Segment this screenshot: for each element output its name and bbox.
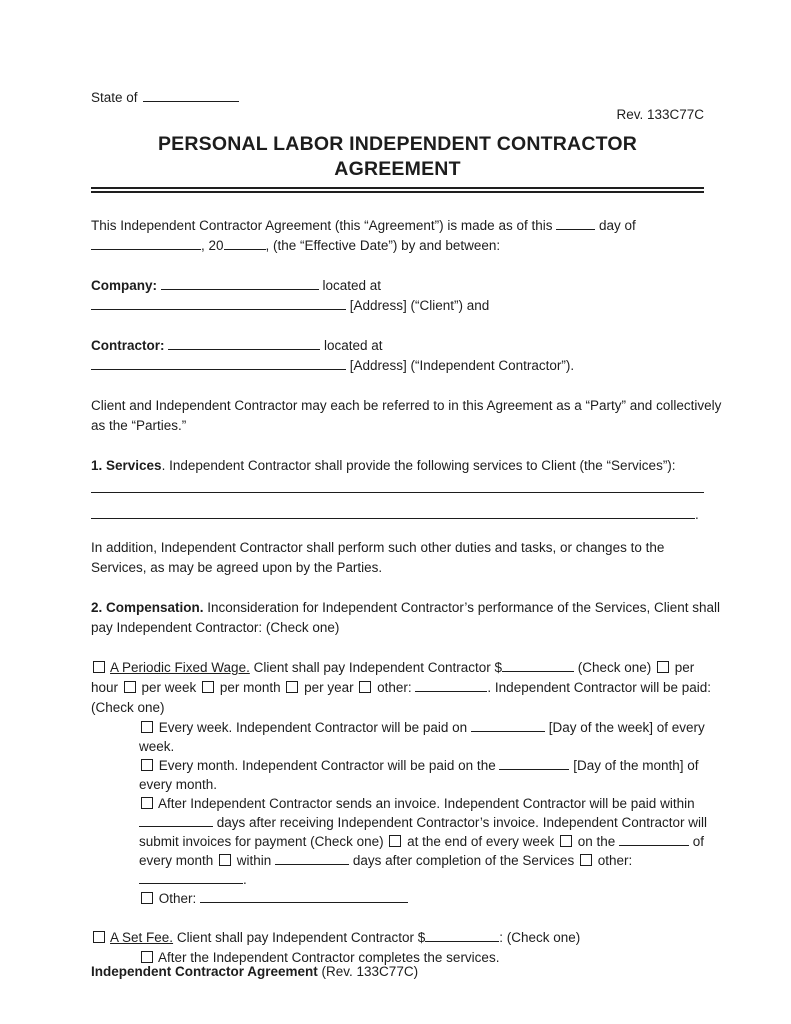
text-run: submit invoices for payment (Check one) — [139, 834, 388, 849]
revision-number: Rev. 133C77C — [616, 107, 704, 122]
text-line — [91, 456, 704, 476]
text-run: After Independent Contractor sends an invoice. Independent Contractor will be paid within — [155, 796, 695, 811]
text-run: . Independent Contractor will be paid: — [487, 680, 712, 695]
text-run: as the “Parties.” — [91, 418, 187, 433]
checkbox[interactable] — [93, 661, 105, 673]
blank-field[interactable] — [91, 236, 201, 250]
parties-clause — [91, 396, 722, 436]
text-run: Client shall pay Independent Contractor $ — [173, 930, 426, 945]
text-line — [91, 618, 704, 638]
text-run: per — [671, 660, 695, 675]
text-line — [91, 832, 704, 851]
text-run: [Day of the month] of — [569, 758, 699, 773]
text-run: within — [233, 853, 276, 868]
text-run: , (the “Effective Date”) by and between: — [265, 238, 501, 253]
text-line — [91, 737, 704, 756]
blank-field[interactable] — [275, 851, 349, 865]
text-run: In addition, Independent Contractor shall perform such other duties and tasks, or changes to the — [91, 540, 665, 555]
text-line — [91, 476, 704, 502]
state-of-blank-field[interactable] — [143, 88, 239, 102]
text-run: Every week. Independent Contractor will be paid on — [155, 720, 471, 735]
text-run: of — [689, 834, 705, 849]
checkbox[interactable] — [202, 681, 214, 693]
checkbox[interactable] — [389, 835, 401, 847]
text-run: located at — [320, 338, 383, 353]
text-run: (Check one) — [91, 700, 165, 715]
text-line — [91, 870, 704, 889]
blank-field[interactable] — [224, 236, 266, 250]
text-run: per year — [300, 680, 358, 695]
text-line — [91, 678, 712, 698]
blank-field[interactable] — [91, 296, 346, 310]
checkbox[interactable] — [560, 835, 572, 847]
blank-field[interactable] — [161, 276, 319, 290]
text-run: , 20 — [201, 238, 224, 253]
text-run: other: — [373, 680, 416, 695]
text-run: Services, as may be agreed upon by the Parties. — [91, 560, 383, 575]
text-run: [Day of the week] of every — [544, 720, 705, 735]
footer-title: Independent Contractor Agreement — [91, 964, 318, 979]
text-line — [91, 336, 704, 356]
text-line — [91, 416, 704, 436]
payment-timing-options — [91, 718, 708, 908]
compensation-section — [91, 598, 721, 638]
text-run: Client shall pay Independent Contractor $ — [249, 660, 502, 675]
text-line — [91, 851, 704, 870]
checkbox[interactable] — [141, 759, 153, 771]
checkbox[interactable] — [359, 681, 371, 693]
text-run: Inconsideration for Independent Contractor’s performance of the Services, Client shall — [203, 600, 721, 615]
text-line — [91, 813, 708, 832]
checkbox[interactable] — [141, 892, 153, 904]
set-fee-option — [91, 928, 704, 968]
text-line — [91, 396, 722, 416]
blank-field[interactable] — [415, 678, 487, 692]
bold-text-run: Contractor: — [91, 338, 169, 353]
blank-field[interactable] — [91, 505, 695, 519]
text-line — [91, 538, 704, 558]
text-run: Other: — [155, 891, 201, 906]
text-run: : (Check one) — [499, 930, 581, 945]
text-run: per month — [216, 680, 285, 695]
blank-field[interactable] — [471, 718, 545, 732]
text-line — [91, 775, 704, 794]
title-divider-rule — [91, 187, 704, 193]
footer-revision: (Rev. 133C77C) — [317, 964, 419, 979]
text-run: every month — [139, 853, 218, 868]
checkbox[interactable] — [141, 797, 153, 809]
checkbox[interactable] — [580, 854, 592, 866]
bold-text-run: Company: — [91, 278, 161, 293]
text-line — [91, 658, 704, 678]
document-title — [91, 132, 704, 182]
blank-field[interactable] — [200, 889, 408, 903]
document-title-line2: AGREEMENT — [334, 158, 461, 180]
text-run: [Address] (“Independent Contractor”). — [346, 358, 575, 373]
state-of-line — [91, 88, 704, 106]
document-footer — [91, 963, 418, 980]
checkbox[interactable] — [219, 854, 231, 866]
periodic-fixed-wage-option — [91, 658, 712, 718]
text-run: After the Independent Contractor completes the services. — [155, 950, 500, 965]
text-run: every month. — [139, 777, 218, 792]
text-line — [91, 928, 704, 948]
text-run: located at — [318, 278, 382, 293]
underlined-text-run: A Set Fee. — [110, 930, 174, 945]
blank-field[interactable] — [499, 756, 569, 770]
blank-field[interactable] — [556, 216, 595, 230]
contractor-clause — [91, 336, 704, 376]
text-line — [91, 794, 704, 813]
text-line — [91, 276, 704, 296]
blank-field[interactable] — [619, 832, 689, 846]
text-line — [91, 889, 704, 908]
text-run: days after receiving Independent Contractor’s invoice. Independent Contractor will — [213, 815, 708, 830]
text-run: . — [243, 872, 247, 887]
blank-field[interactable] — [91, 479, 704, 493]
bold-text-run: 1. Services — [91, 458, 162, 473]
checkbox[interactable] — [124, 681, 136, 693]
bold-text-run: 2. Compensation. — [91, 600, 204, 615]
text-run: on the — [573, 834, 619, 849]
text-run: Client and Independent Contractor may each be referred to in this Agreement as a “Party” and collectively — [91, 398, 722, 413]
blank-field[interactable] — [91, 356, 346, 370]
text-line — [91, 502, 704, 528]
text-line — [91, 296, 704, 316]
text-run: hour — [91, 680, 122, 695]
checkbox[interactable] — [93, 931, 105, 943]
text-run: other: — [593, 853, 633, 868]
blank-field[interactable] — [139, 813, 213, 827]
text-run: week. — [139, 739, 175, 754]
blank-field[interactable] — [502, 658, 574, 672]
text-run: This Independent Contractor Agreement (this “Agreement”) is made as of this — [91, 218, 557, 233]
checkbox[interactable] — [141, 951, 153, 963]
text-run: pay Independent Contractor: (Check one) — [91, 620, 340, 635]
checkbox[interactable] — [141, 721, 153, 733]
intro-paragraph — [91, 216, 704, 256]
revision-line — [91, 107, 704, 123]
text-line — [91, 718, 704, 737]
blank-field[interactable] — [425, 928, 499, 942]
checkbox[interactable] — [286, 681, 298, 693]
checkbox[interactable] — [657, 661, 669, 673]
text-run: (Check one) — [573, 660, 656, 675]
document-title-line1: PERSONAL LABOR INDEPENDENT CONTRACTOR — [157, 133, 638, 155]
state-of-label: State of — [91, 90, 138, 105]
text-run: at the end of every week — [403, 834, 558, 849]
text-line — [91, 558, 704, 578]
text-run: . — [695, 507, 699, 522]
text-line — [91, 216, 704, 236]
text-run: per week — [137, 680, 201, 695]
blank-field[interactable] — [139, 870, 243, 884]
text-line — [91, 756, 704, 775]
text-line — [91, 698, 704, 718]
document-body — [91, 216, 722, 968]
underlined-text-run: A Periodic Fixed Wage. — [110, 660, 250, 675]
text-line — [91, 598, 721, 618]
text-run: days after completion of the Services — [349, 853, 578, 868]
text-run: day of — [595, 218, 636, 233]
text-run: [Address] (“Client”) and — [346, 298, 490, 313]
text-run: . Independent Contractor shall provide the following services to Client (the “Services”): — [161, 458, 676, 473]
services-addition — [91, 538, 704, 578]
company-clause — [91, 276, 704, 316]
text-line — [91, 236, 704, 256]
text-line — [91, 356, 704, 376]
blank-field[interactable] — [168, 336, 320, 350]
text-run: Every month. Independent Contractor will be paid on the — [155, 758, 500, 773]
services-section — [91, 456, 704, 528]
